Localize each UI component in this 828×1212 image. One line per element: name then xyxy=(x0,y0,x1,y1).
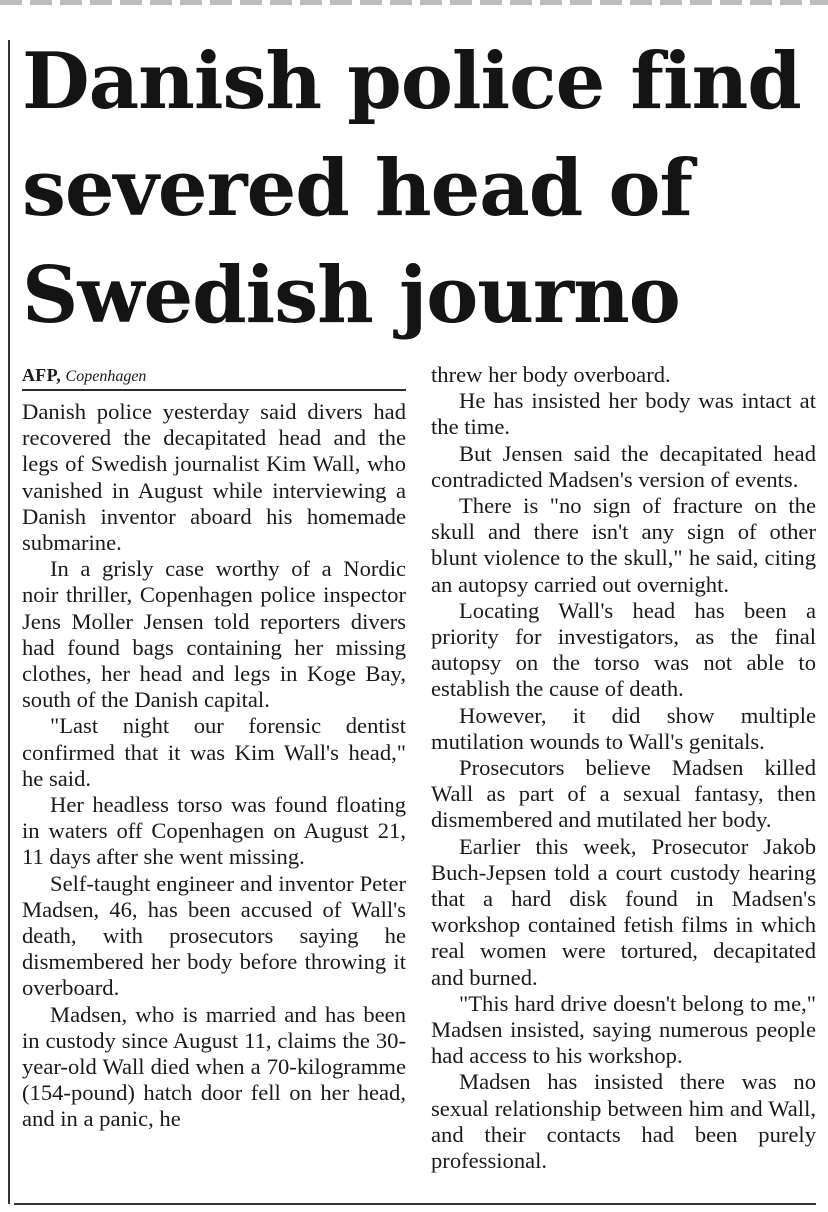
article-paragraph: In a grisly case worthy of a Nordic noir thriller, Copenhagen police inspector Jens Moller Jensen told reporters divers had found bags containing her missing clothes, her head and legs in Koge Bay, south of the Danish capital. xyxy=(22,556,406,713)
article-paragraph: threw her body overboard. xyxy=(431,362,671,387)
byline-location: Copenhagen xyxy=(65,368,147,385)
byline-agency: AFP, xyxy=(22,365,62,385)
article-paragraph: Her headless torso was found floating in waters off Copenhagen on August 21, 11 days after she went missing. xyxy=(22,792,406,870)
article-paragraph: But Jensen said the decapitated head contradicted Madsen's version of events. xyxy=(431,440,816,492)
article-paragraph: "Last night our forensic dentist confirmed that it was Kim Wall's head," he said. xyxy=(22,713,406,791)
headline-line: Swedish journo xyxy=(22,250,680,341)
byline xyxy=(22,362,406,391)
article-paragraph: There is "no sign of fracture on the skull and there isn't any sign of other blunt violence to the skull," he said, citing an autopsy carried out overnight. xyxy=(431,493,816,597)
headline-line: Danish police find xyxy=(22,36,801,127)
article-paragraph: Earlier this week, Prosecutor Jakob Buch-Jepsen told a court custody hearing that a hard disk found in Madsen's workshop contained fetish films in which real women were tortured, decapitated and burned. xyxy=(431,833,816,990)
article-paragraph: Locating Wall's head has been a priority for investigators, as the final autopsy on the torso was not able to establish the cause of death. xyxy=(431,597,816,702)
headline xyxy=(22,28,822,349)
article-right-column xyxy=(431,362,816,1174)
top-dashed-rule xyxy=(0,0,828,5)
article-paragraph: Prosecutors believe Madsen killed Wall as part of a sexual fantasy, then dismembered and mutilated her body. xyxy=(431,755,816,833)
bottom-rule xyxy=(14,1203,816,1205)
article-paragraph: Danish police yesterday said divers had recovered the decapitated head and the legs of Swedish journalist Kim Wall, who vanished in August while interviewing a Danish inventor aboard his homemade submarine. xyxy=(22,399,406,556)
left-column-rule xyxy=(8,40,10,1204)
article-paragraph: "This hard drive doesn't belong to me," Madsen insisted, saying numerous people had access to his workshop. xyxy=(431,990,816,1069)
article-paragraph: Madsen has insisted there was no sexual relationship between him and Wall, and their contacts had been purely professional. xyxy=(431,1069,816,1174)
article-paragraph: Madsen, who is married and has been in custody since August 11, claims the 30-year-old Wall died when a 70-kilogramme (154-pound) hatch door fell on her head, and in a panic, he xyxy=(22,1001,406,1132)
article-paragraph: He has insisted her body was intact at the time. xyxy=(431,388,816,440)
article-left-column xyxy=(22,362,406,1133)
article-paragraph: Self-taught engineer and inventor Peter Madsen, 46, has been accused of Wall's death, with prosecutors saying he dismembered her body before throwing it overboard. xyxy=(22,870,406,1001)
article-paragraph: However, it did show multiple mutilation wounds to Wall's genitals. xyxy=(431,702,816,754)
headline-line: severed head of xyxy=(22,143,693,234)
